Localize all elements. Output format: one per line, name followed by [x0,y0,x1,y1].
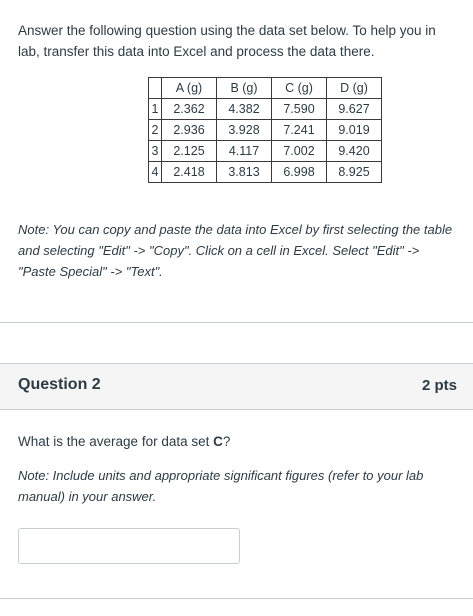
section-divider [0,322,473,323]
table-cell: 2.418 [162,162,217,183]
table-header-row [149,78,382,99]
table-row [149,141,382,162]
table-row [149,120,382,141]
table-cell: 2 [149,120,162,141]
table-cell: 8.925 [327,162,382,183]
table-cell: 3 [149,141,162,162]
table-cell: 7.241 [272,120,327,141]
table-cell: 4.382 [217,99,272,120]
table-header-index [149,78,162,99]
table-row [149,99,382,120]
question-2-prompt [18,434,230,449]
table-header-d: D (g) [327,78,382,99]
question-2-prompt-prefix: What is the average for data set [18,434,214,449]
table-cell: 9.019 [327,120,382,141]
table-header-c: C (g) [272,78,327,99]
section-divider [0,598,473,599]
answer-input[interactable] [18,528,240,564]
table-cell: 9.627 [327,99,382,120]
table-cell: 7.002 [272,141,327,162]
table-cell: 2.936 [162,120,217,141]
table-cell: 4 [149,162,162,183]
question-2-header [0,363,473,410]
table-cell: 1 [149,99,162,120]
table-header-a: A (g) [162,78,217,99]
question-2-note: Note: Include units and appropriate significant figures (refer to your lab manual) in your answer. [18,468,424,504]
table-cell: 3.928 [217,120,272,141]
question-2-prompt-dataset: C [213,434,223,449]
table-cell: 2.362 [162,99,217,120]
table-row [149,162,382,183]
table-cell: 4.117 [217,141,272,162]
question-2-title: Question 2 [18,376,101,393]
data-table [148,77,382,183]
question-1-note: Note: You can copy and paste the data into Excel by first selecting the table and selecting "Edit" -> "Copy". Click on a cell in Excel. Select "Edit" -> "Paste Special" -> "Text". [18,222,453,279]
table-cell: 2.125 [162,141,217,162]
question-2-points: 2 pts [421,377,457,394]
table-cell: 9.420 [327,141,382,162]
table-cell: 6.998 [272,162,327,183]
question-1-intro: Answer the following question using the data set below. To help you in lab, transfer this data into Excel and process the data there. [18,23,436,59]
table-cell: 7.590 [272,99,327,120]
question-2-prompt-suffix: ? [222,434,231,449]
table-cell: 3.813 [217,162,272,183]
table-header-b: B (g) [217,78,272,99]
